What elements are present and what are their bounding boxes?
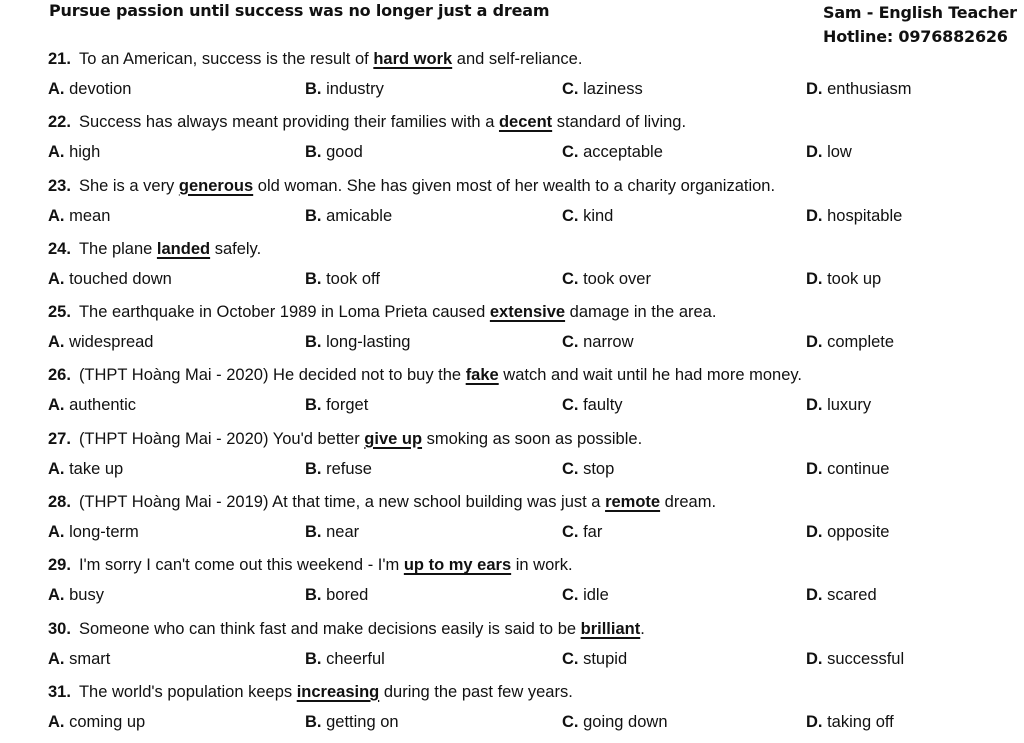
teacher-name: Sam - English Teacher [823, 3, 1017, 22]
option-letter: D. [806, 206, 823, 225]
option-text: stop [583, 459, 615, 478]
underlined-keyword: fake [465, 366, 499, 385]
option-letter: A. [48, 649, 65, 668]
question-number: 30. [48, 619, 71, 638]
question-number: 23. [48, 176, 71, 195]
option-text: taking off [827, 712, 894, 731]
question-number: 21. [48, 50, 71, 68]
option-text: laziness [583, 80, 643, 98]
option-letter: C. [562, 712, 579, 731]
option-text: devotion [69, 80, 132, 98]
question-stem [48, 174, 1008, 202]
option-text: enthusiasm [827, 80, 912, 98]
question-stem [48, 427, 1008, 455]
option-d [806, 708, 894, 736]
question-stem [48, 680, 1008, 708]
option-b [305, 138, 363, 166]
option-d [806, 645, 904, 673]
question-item [48, 553, 1008, 616]
option-letter: B. [305, 206, 322, 225]
option-d [806, 581, 877, 609]
option-d [806, 265, 881, 293]
option-text: busy [69, 586, 104, 605]
question-text-after: in work. [511, 556, 573, 575]
underlined-keyword: landed [156, 239, 211, 258]
option-text: successful [827, 649, 905, 668]
question-item [48, 680, 1008, 743]
option-b [305, 391, 368, 419]
option-letter: D. [806, 649, 823, 668]
question-text-after: standard of living. [552, 113, 687, 132]
option-letter: A. [48, 143, 65, 162]
option-letter: B. [305, 333, 322, 352]
hotline: Hotline: 0976882626 [823, 27, 1008, 46]
option-text: long-lasting [326, 333, 411, 352]
answer-options [48, 202, 1008, 232]
question-text-before: Success has always meant providing their families with a [78, 113, 499, 132]
option-d [806, 202, 902, 230]
option-letter: A. [48, 712, 65, 731]
answer-options [48, 75, 1008, 105]
option-c [562, 265, 651, 293]
option-b [305, 202, 392, 230]
option-a [48, 75, 131, 103]
answer-options [48, 138, 1008, 168]
option-text: forget [326, 396, 369, 415]
question-number: 26. [48, 366, 71, 385]
option-d [806, 455, 889, 483]
option-a [48, 518, 139, 546]
option-c [562, 202, 613, 230]
question-text-after: during the past few years. [379, 682, 573, 701]
underlined-keyword: generous [178, 176, 254, 195]
option-text: smart [69, 649, 111, 668]
answer-options [48, 518, 1008, 548]
option-letter: C. [562, 269, 579, 288]
option-letter: C. [562, 143, 579, 162]
option-text: far [583, 523, 603, 542]
question-item [48, 427, 1008, 490]
option-text: took off [326, 269, 380, 288]
option-b [305, 518, 359, 546]
option-b [305, 265, 380, 293]
question-text-before: The world's population keeps [78, 682, 297, 701]
option-d [806, 328, 894, 356]
option-b [305, 328, 410, 356]
question-item [48, 300, 1008, 363]
option-letter: D. [806, 80, 823, 98]
option-d [806, 391, 871, 419]
option-letter: C. [562, 586, 579, 605]
question-item [48, 237, 1008, 300]
option-letter: A. [48, 523, 65, 542]
option-letter: B. [305, 523, 322, 542]
option-c [562, 391, 623, 419]
question-stem [48, 300, 1008, 328]
option-letter: B. [305, 80, 322, 98]
question-text-after: damage in the area. [565, 303, 717, 322]
question-text-before: Someone who can think fast and make decisions easily is said to be [78, 619, 581, 638]
option-letter: A. [48, 333, 65, 352]
question-item [48, 47, 1008, 110]
option-letter: D. [806, 459, 823, 478]
option-b [305, 645, 385, 673]
question-text-before: She is a very [78, 176, 179, 195]
option-c [562, 138, 663, 166]
question-number: 28. [48, 493, 71, 512]
question-text-after: dream. [660, 493, 717, 512]
option-letter: D. [806, 586, 823, 605]
option-text: take up [69, 459, 124, 478]
question-list [48, 47, 1008, 743]
option-d [806, 138, 852, 166]
option-letter: C. [562, 80, 579, 98]
option-a [48, 202, 110, 230]
option-text: opposite [827, 523, 890, 542]
question-item [48, 174, 1008, 237]
answer-options [48, 391, 1008, 421]
question-text-after: old woman. She has given most of her wealth to a charity organization. [253, 176, 776, 195]
option-text: touched down [69, 269, 172, 288]
option-text: faulty [583, 396, 623, 415]
option-text: getting on [326, 712, 399, 731]
option-letter: B. [305, 586, 322, 605]
option-text: industry [326, 80, 384, 98]
option-letter: D. [806, 523, 823, 542]
question-stem [48, 490, 1008, 518]
answer-options [48, 645, 1008, 675]
option-letter: C. [562, 206, 579, 225]
underlined-keyword: extensive [489, 303, 566, 322]
option-a [48, 265, 172, 293]
option-letter: B. [305, 649, 322, 668]
option-letter: B. [305, 396, 322, 415]
question-item [48, 110, 1008, 173]
question-text-before: (THPT Hoàng Mai - 2019) At that time, a new school building was just a [78, 493, 606, 512]
option-letter: C. [562, 396, 579, 415]
option-letter: D. [806, 269, 823, 288]
underlined-keyword: up to my ears [403, 556, 512, 575]
underlined-keyword: brilliant [580, 619, 641, 638]
question-text-after: smoking as soon as possible. [422, 429, 643, 448]
option-text: good [326, 143, 363, 162]
question-stem [48, 617, 1008, 645]
option-letter: C. [562, 523, 579, 542]
question-item [48, 617, 1008, 680]
question-stem [48, 47, 1008, 75]
question-text-after: . [640, 619, 645, 638]
option-letter: C. [562, 649, 579, 668]
option-a [48, 138, 100, 166]
question-number: 29. [48, 556, 71, 575]
option-a [48, 328, 153, 356]
option-a [48, 581, 104, 609]
question-text-before: The earthquake in October 1989 in Loma Prieta caused [78, 303, 490, 322]
option-a [48, 455, 123, 483]
option-text: kind [583, 206, 614, 225]
option-text: long-term [69, 523, 139, 542]
option-letter: B. [305, 459, 322, 478]
option-text: refuse [326, 459, 372, 478]
option-text: coming up [69, 712, 146, 731]
answer-options [48, 328, 1008, 358]
question-stem [48, 110, 1008, 138]
option-text: complete [827, 333, 895, 352]
option-c [562, 518, 602, 546]
question-number: 24. [48, 239, 71, 258]
option-b [305, 75, 384, 103]
underlined-keyword: give up [364, 429, 423, 448]
option-text: authentic [69, 396, 137, 415]
option-text: luxury [827, 396, 872, 415]
option-c [562, 581, 609, 609]
option-letter: D. [806, 712, 823, 731]
question-text-after: watch and wait until he had more money. [498, 366, 802, 385]
question-text-before: I'm sorry I can't come out this weekend - I'm [78, 556, 404, 575]
option-letter: A. [48, 80, 65, 98]
underlined-keyword: increasing [296, 682, 380, 701]
question-stem [48, 363, 1008, 391]
option-letter: D. [806, 396, 823, 415]
option-letter: B. [305, 269, 322, 288]
option-d [806, 518, 889, 546]
option-text: continue [827, 459, 890, 478]
option-letter: C. [562, 333, 579, 352]
page-title: Pursue passion until success was no longer just a dream [49, 1, 550, 20]
question-item [48, 490, 1008, 553]
question-number: 25. [48, 303, 71, 322]
option-letter: A. [48, 459, 65, 478]
option-text: took over [583, 269, 651, 288]
option-text: low [827, 143, 852, 162]
option-text: narrow [583, 333, 634, 352]
option-c [562, 645, 627, 673]
question-text-before: (THPT Hoàng Mai - 2020) He decided not to buy the [78, 366, 466, 385]
option-b [305, 455, 372, 483]
answer-options [48, 581, 1008, 611]
option-d [806, 75, 911, 103]
option-text: took up [827, 269, 882, 288]
question-text-after: safely. [210, 239, 262, 258]
author-info [823, 1, 1017, 49]
option-text: cheerful [326, 649, 385, 668]
underlined-keyword: decent [498, 113, 553, 132]
question-text-before: (THPT Hoàng Mai - 2020) You'd better [78, 429, 365, 448]
option-letter: A. [48, 206, 65, 225]
option-c [562, 455, 614, 483]
option-c [562, 75, 643, 103]
option-text: amicable [326, 206, 393, 225]
question-number: 27. [48, 429, 71, 448]
answer-options [48, 455, 1008, 485]
question-text-before: The plane [78, 239, 157, 258]
question-stem [48, 553, 1008, 581]
option-letter: A. [48, 396, 65, 415]
option-a [48, 645, 110, 673]
option-letter: D. [806, 333, 823, 352]
option-text: scared [827, 586, 877, 605]
question-number: 31. [48, 682, 71, 701]
option-c [562, 328, 634, 356]
option-letter: C. [562, 459, 579, 478]
option-text: high [69, 143, 101, 162]
question-text-after: and self-reliance. [452, 50, 583, 68]
option-text: idle [583, 586, 609, 605]
option-c [562, 708, 668, 736]
option-letter: B. [305, 712, 322, 731]
option-a [48, 708, 145, 736]
option-letter: B. [305, 143, 322, 162]
option-text: widespread [69, 333, 154, 352]
question-number: 22. [48, 113, 71, 132]
option-text: near [326, 523, 360, 542]
underlined-keyword: hard work [373, 50, 453, 68]
option-letter: A. [48, 586, 65, 605]
option-text: going down [583, 712, 668, 731]
option-letter: A. [48, 269, 65, 288]
underlined-keyword: remote [605, 493, 661, 512]
answer-options [48, 265, 1008, 295]
option-b [305, 708, 399, 736]
option-b [305, 581, 368, 609]
option-text: stupid [583, 649, 628, 668]
option-a [48, 391, 136, 419]
option-text: acceptable [583, 143, 663, 162]
question-item [48, 363, 1008, 426]
answer-options [48, 708, 1008, 738]
option-letter: D. [806, 143, 823, 162]
option-text: hospitable [827, 206, 903, 225]
question-stem [48, 237, 1008, 265]
option-text: bored [326, 586, 369, 605]
option-text: mean [69, 206, 111, 225]
question-text-before: To an American, success is the result of [78, 50, 374, 68]
